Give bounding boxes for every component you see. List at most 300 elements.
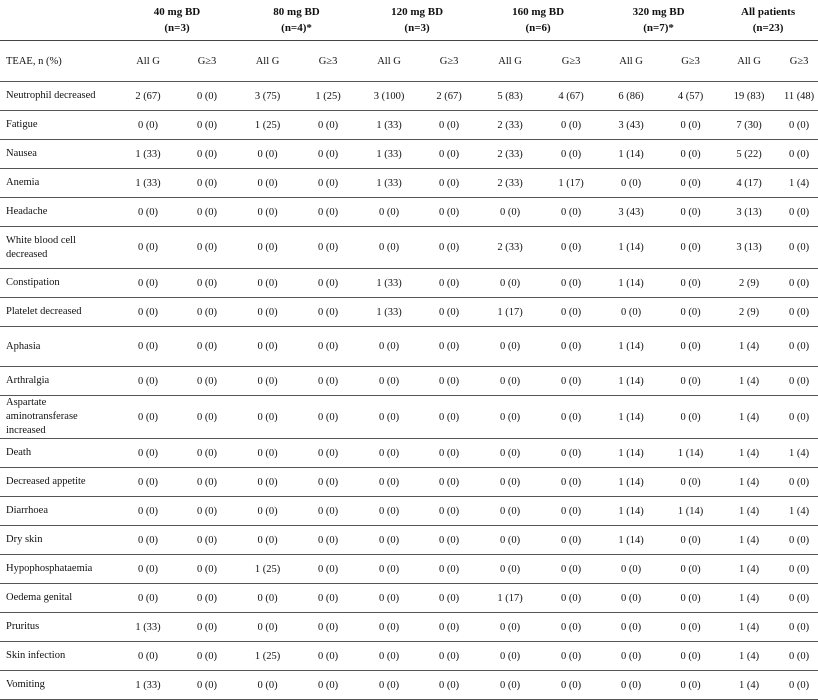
grade3-cell: 0 (0) bbox=[421, 396, 477, 439]
all-grade-cell: 1 (4) bbox=[718, 642, 780, 671]
grade3-cell: 0 (0) bbox=[421, 468, 477, 497]
event-name: Skin infection bbox=[0, 642, 118, 671]
all-grade-header: All G bbox=[118, 41, 178, 82]
all-grade-cell: 1 (14) bbox=[599, 526, 663, 555]
all-grade-cell: 1 (33) bbox=[357, 169, 421, 198]
grade3-cell: 0 (0) bbox=[178, 396, 236, 439]
all-grade-cell: 3 (43) bbox=[599, 198, 663, 227]
all-grade-cell: 1 (33) bbox=[118, 169, 178, 198]
grade3-cell: 0 (0) bbox=[299, 497, 357, 526]
grade3-cell: 0 (0) bbox=[780, 526, 818, 555]
grade3-cell: 0 (0) bbox=[421, 198, 477, 227]
dose-n: (n=3) bbox=[164, 22, 190, 34]
grade3-cell: 0 (0) bbox=[543, 497, 599, 526]
all-grade-cell: 0 (0) bbox=[236, 526, 299, 555]
grade-subheader-row bbox=[0, 41, 818, 82]
all-grade-cell: 19 (83) bbox=[718, 82, 780, 111]
grade3-cell: 0 (0) bbox=[663, 642, 718, 671]
all-grade-cell: 1 (17) bbox=[477, 584, 543, 613]
all-grade-cell: 1 (4) bbox=[718, 468, 780, 497]
all-grade-cell: 0 (0) bbox=[236, 613, 299, 642]
all-grade-cell: 1 (14) bbox=[599, 439, 663, 468]
dose-group-header-row bbox=[0, 0, 818, 41]
dose-group-header bbox=[599, 0, 718, 41]
all-grade-cell: 5 (22) bbox=[718, 140, 780, 169]
all-grade-cell: 1 (14) bbox=[599, 269, 663, 298]
grade3-cell: 0 (0) bbox=[421, 269, 477, 298]
table-row bbox=[0, 584, 818, 613]
header-blank bbox=[0, 0, 118, 41]
dose-label: 320 mg BD bbox=[632, 6, 685, 18]
grade3-cell: 1 (4) bbox=[780, 497, 818, 526]
table-row bbox=[0, 468, 818, 497]
table-row bbox=[0, 198, 818, 227]
all-grade-cell: 0 (0) bbox=[118, 468, 178, 497]
grade3-cell: 0 (0) bbox=[780, 327, 818, 367]
dose-n: (n=6) bbox=[525, 22, 551, 34]
grade3-cell: 1 (25) bbox=[299, 82, 357, 111]
all-grade-cell: 0 (0) bbox=[236, 327, 299, 367]
grade3-cell: 0 (0) bbox=[663, 198, 718, 227]
grade3-cell: 0 (0) bbox=[543, 396, 599, 439]
all-grade-cell: 1 (33) bbox=[118, 613, 178, 642]
all-grade-cell: 0 (0) bbox=[477, 396, 543, 439]
grade3-cell: 0 (0) bbox=[780, 298, 818, 327]
grade3-cell: 0 (0) bbox=[421, 227, 477, 269]
event-name: Vomiting bbox=[0, 671, 118, 700]
grade3-header: G≥3 bbox=[299, 41, 357, 82]
all-grade-cell: 1 (4) bbox=[718, 497, 780, 526]
grade3-cell: 0 (0) bbox=[178, 642, 236, 671]
all-grade-cell: 0 (0) bbox=[357, 396, 421, 439]
grade3-cell: 0 (0) bbox=[299, 298, 357, 327]
grade3-cell: 0 (0) bbox=[663, 671, 718, 700]
grade3-cell: 0 (0) bbox=[178, 227, 236, 269]
all-grade-cell: 0 (0) bbox=[357, 367, 421, 396]
table-row bbox=[0, 367, 818, 396]
grade3-cell: 0 (0) bbox=[178, 555, 236, 584]
grade3-header: G≥3 bbox=[543, 41, 599, 82]
event-name: Headache bbox=[0, 198, 118, 227]
grade3-cell: 0 (0) bbox=[299, 327, 357, 367]
all-grade-cell: 0 (0) bbox=[477, 198, 543, 227]
all-grade-cell: 1 (4) bbox=[718, 367, 780, 396]
grade3-cell: 0 (0) bbox=[178, 269, 236, 298]
all-grade-cell: 1 (25) bbox=[236, 555, 299, 584]
table-row bbox=[0, 111, 818, 140]
all-grade-header: All G bbox=[599, 41, 663, 82]
grade3-cell: 0 (0) bbox=[543, 140, 599, 169]
all-grade-cell: 2 (33) bbox=[477, 111, 543, 140]
grade3-cell: 0 (0) bbox=[178, 367, 236, 396]
all-grade-cell: 0 (0) bbox=[236, 468, 299, 497]
all-grade-cell: 0 (0) bbox=[236, 298, 299, 327]
teae-body bbox=[0, 82, 818, 700]
grade3-cell: 0 (0) bbox=[780, 468, 818, 497]
grade3-cell: 0 (0) bbox=[421, 111, 477, 140]
grade3-cell: 0 (0) bbox=[299, 140, 357, 169]
dose-group-header bbox=[477, 0, 599, 41]
grade3-cell: 0 (0) bbox=[178, 584, 236, 613]
all-grade-cell: 0 (0) bbox=[599, 584, 663, 613]
table-row bbox=[0, 613, 818, 642]
all-grade-cell: 1 (33) bbox=[118, 140, 178, 169]
table-row bbox=[0, 298, 818, 327]
table-row bbox=[0, 269, 818, 298]
event-name: Fatigue bbox=[0, 111, 118, 140]
grade3-cell: 0 (0) bbox=[421, 439, 477, 468]
all-grade-cell: 1 (14) bbox=[599, 227, 663, 269]
all-grade-cell: 0 (0) bbox=[477, 439, 543, 468]
all-grade-cell: 0 (0) bbox=[357, 439, 421, 468]
grade3-cell: 0 (0) bbox=[543, 642, 599, 671]
all-grade-cell: 2 (9) bbox=[718, 269, 780, 298]
grade3-cell: 0 (0) bbox=[421, 642, 477, 671]
all-grade-header: All G bbox=[357, 41, 421, 82]
grade3-cell: 0 (0) bbox=[543, 327, 599, 367]
grade3-cell: 0 (0) bbox=[421, 298, 477, 327]
table-row bbox=[0, 497, 818, 526]
all-grade-cell: 1 (33) bbox=[357, 298, 421, 327]
dose-group-header bbox=[357, 0, 477, 41]
all-grade-header: All G bbox=[236, 41, 299, 82]
all-grade-cell: 0 (0) bbox=[118, 396, 178, 439]
all-grade-cell: 2 (33) bbox=[477, 227, 543, 269]
all-grade-cell: 1 (4) bbox=[718, 584, 780, 613]
event-name: Aphasia bbox=[0, 327, 118, 367]
all-grade-cell: 3 (43) bbox=[599, 111, 663, 140]
all-grade-cell: 0 (0) bbox=[599, 555, 663, 584]
grade3-cell: 0 (0) bbox=[663, 298, 718, 327]
all-grade-cell: 0 (0) bbox=[357, 497, 421, 526]
all-grade-cell: 1 (14) bbox=[599, 140, 663, 169]
all-grade-cell: 0 (0) bbox=[477, 642, 543, 671]
all-grade-cell: 3 (13) bbox=[718, 198, 780, 227]
grade3-cell: 0 (0) bbox=[780, 642, 818, 671]
table-row bbox=[0, 642, 818, 671]
all-grade-cell: 0 (0) bbox=[357, 198, 421, 227]
grade3-cell: 0 (0) bbox=[178, 298, 236, 327]
grade3-header: G≥3 bbox=[421, 41, 477, 82]
grade3-cell: 0 (0) bbox=[663, 555, 718, 584]
all-grade-cell: 3 (75) bbox=[236, 82, 299, 111]
all-grade-cell: 2 (33) bbox=[477, 169, 543, 198]
grade3-cell: 0 (0) bbox=[421, 169, 477, 198]
all-grade-cell: 1 (33) bbox=[357, 269, 421, 298]
table-row bbox=[0, 526, 818, 555]
grade3-cell: 0 (0) bbox=[780, 396, 818, 439]
event-name: Nausea bbox=[0, 140, 118, 169]
all-grade-cell: 0 (0) bbox=[118, 198, 178, 227]
grade3-cell: 0 (0) bbox=[299, 468, 357, 497]
dose-n: (n=7)* bbox=[643, 22, 674, 34]
all-grade-cell: 0 (0) bbox=[118, 526, 178, 555]
all-grade-cell: 0 (0) bbox=[357, 227, 421, 269]
all-grade-cell: 0 (0) bbox=[357, 468, 421, 497]
all-grade-cell: 0 (0) bbox=[118, 642, 178, 671]
all-grade-cell: 0 (0) bbox=[477, 269, 543, 298]
all-grade-header: All G bbox=[477, 41, 543, 82]
event-name: Platelet decreased bbox=[0, 298, 118, 327]
grade3-cell: 0 (0) bbox=[663, 269, 718, 298]
all-grade-cell: 1 (4) bbox=[718, 526, 780, 555]
grade3-cell: 0 (0) bbox=[178, 497, 236, 526]
dose-label: 80 mg BD bbox=[273, 6, 320, 18]
grade3-cell: 0 (0) bbox=[663, 468, 718, 497]
grade3-cell: 0 (0) bbox=[299, 642, 357, 671]
grade3-cell: 0 (0) bbox=[299, 526, 357, 555]
grade3-cell: 0 (0) bbox=[780, 584, 818, 613]
all-grade-cell: 0 (0) bbox=[477, 671, 543, 700]
all-grade-cell: 0 (0) bbox=[118, 227, 178, 269]
grade3-cell: 0 (0) bbox=[543, 269, 599, 298]
all-grade-cell: 0 (0) bbox=[357, 613, 421, 642]
all-grade-cell: 0 (0) bbox=[118, 327, 178, 367]
event-name: Constipation bbox=[0, 269, 118, 298]
grade3-cell: 0 (0) bbox=[178, 439, 236, 468]
grade3-cell: 0 (0) bbox=[421, 367, 477, 396]
event-name: Diarrhoea bbox=[0, 497, 118, 526]
all-grade-cell: 3 (13) bbox=[718, 227, 780, 269]
grade3-cell: 0 (0) bbox=[543, 439, 599, 468]
grade3-cell: 4 (57) bbox=[663, 82, 718, 111]
all-grade-cell: 0 (0) bbox=[236, 269, 299, 298]
grade3-cell: 0 (0) bbox=[543, 111, 599, 140]
grade3-cell: 0 (0) bbox=[299, 555, 357, 584]
table-row bbox=[0, 82, 818, 111]
dose-group-header bbox=[236, 0, 357, 41]
all-grade-cell: 0 (0) bbox=[599, 671, 663, 700]
all-grade-cell: 0 (0) bbox=[477, 526, 543, 555]
all-grade-cell: 0 (0) bbox=[236, 396, 299, 439]
all-grade-cell: 1 (4) bbox=[718, 327, 780, 367]
all-grade-cell: 1 (4) bbox=[718, 439, 780, 468]
all-grade-cell: 1 (14) bbox=[599, 396, 663, 439]
grade3-cell: 0 (0) bbox=[663, 140, 718, 169]
grade3-cell: 0 (0) bbox=[178, 111, 236, 140]
all-grade-cell: 2 (67) bbox=[118, 82, 178, 111]
dose-group-header bbox=[118, 0, 236, 41]
grade3-cell: 0 (0) bbox=[780, 140, 818, 169]
all-grade-cell: 0 (0) bbox=[236, 169, 299, 198]
grade3-cell: 0 (0) bbox=[663, 327, 718, 367]
all-grade-cell: 2 (9) bbox=[718, 298, 780, 327]
dose-label: All patients bbox=[741, 6, 796, 18]
grade3-cell: 1 (14) bbox=[663, 439, 718, 468]
all-grade-cell: 0 (0) bbox=[357, 526, 421, 555]
all-grade-cell: 2 (33) bbox=[477, 140, 543, 169]
table-row bbox=[0, 671, 818, 700]
all-grade-cell: 0 (0) bbox=[477, 367, 543, 396]
event-name: Pruritus bbox=[0, 613, 118, 642]
all-grade-cell: 1 (25) bbox=[236, 111, 299, 140]
grade3-cell: 0 (0) bbox=[780, 198, 818, 227]
grade3-cell: 1 (14) bbox=[663, 497, 718, 526]
grade3-cell: 0 (0) bbox=[543, 555, 599, 584]
all-grade-cell: 6 (86) bbox=[599, 82, 663, 111]
all-grade-cell: 0 (0) bbox=[477, 468, 543, 497]
all-grade-cell: 0 (0) bbox=[118, 269, 178, 298]
all-grade-cell: 1 (33) bbox=[357, 140, 421, 169]
grade3-cell: 0 (0) bbox=[663, 111, 718, 140]
all-grade-cell: 0 (0) bbox=[357, 642, 421, 671]
grade3-cell: 0 (0) bbox=[299, 269, 357, 298]
grade3-cell: 0 (0) bbox=[663, 367, 718, 396]
dose-n: (n=3) bbox=[404, 22, 430, 34]
event-name: Hypophosphataemia bbox=[0, 555, 118, 584]
grade3-cell: 0 (0) bbox=[421, 584, 477, 613]
all-grade-cell: 0 (0) bbox=[118, 497, 178, 526]
table-row bbox=[0, 169, 818, 198]
grade3-cell: 0 (0) bbox=[299, 367, 357, 396]
all-grade-cell: 0 (0) bbox=[599, 298, 663, 327]
grade3-cell: 0 (0) bbox=[299, 198, 357, 227]
grade3-cell: 0 (0) bbox=[543, 198, 599, 227]
grade3-cell: 0 (0) bbox=[421, 613, 477, 642]
grade3-cell: 0 (0) bbox=[299, 439, 357, 468]
grade3-cell: 2 (67) bbox=[421, 82, 477, 111]
all-grade-cell: 1 (33) bbox=[357, 111, 421, 140]
grade3-cell: 0 (0) bbox=[178, 327, 236, 367]
all-grade-cell: 0 (0) bbox=[236, 497, 299, 526]
grade3-cell: 0 (0) bbox=[178, 169, 236, 198]
all-grade-cell: 1 (4) bbox=[718, 613, 780, 642]
grade3-cell: 0 (0) bbox=[299, 111, 357, 140]
table-row bbox=[0, 227, 818, 269]
all-grade-cell: 0 (0) bbox=[477, 497, 543, 526]
grade3-header: G≥3 bbox=[780, 41, 818, 82]
grade3-cell: 0 (0) bbox=[543, 526, 599, 555]
all-grade-cell: 0 (0) bbox=[599, 169, 663, 198]
grade3-cell: 0 (0) bbox=[178, 198, 236, 227]
grade3-cell: 0 (0) bbox=[299, 396, 357, 439]
all-grade-cell: 1 (14) bbox=[599, 497, 663, 526]
grade3-cell: 0 (0) bbox=[663, 584, 718, 613]
table-row bbox=[0, 396, 818, 439]
all-grade-cell: 0 (0) bbox=[236, 439, 299, 468]
grade3-cell: 0 (0) bbox=[780, 269, 818, 298]
dose-label: 40 mg BD bbox=[153, 6, 201, 18]
grade3-cell: 0 (0) bbox=[780, 367, 818, 396]
all-grade-cell: 0 (0) bbox=[118, 298, 178, 327]
grade3-cell: 0 (0) bbox=[543, 468, 599, 497]
dose-label: 120 mg BD bbox=[391, 6, 444, 18]
all-grade-cell: 0 (0) bbox=[599, 613, 663, 642]
grade3-cell: 0 (0) bbox=[178, 140, 236, 169]
table-row bbox=[0, 140, 818, 169]
dose-label: 160 mg BD bbox=[512, 6, 565, 18]
grade3-cell: 0 (0) bbox=[421, 671, 477, 700]
dose-n: (n=23) bbox=[752, 22, 784, 34]
all-grade-cell: 0 (0) bbox=[357, 327, 421, 367]
all-grade-cell: 4 (17) bbox=[718, 169, 780, 198]
all-grade-header: All G bbox=[718, 41, 780, 82]
grade3-cell: 0 (0) bbox=[299, 613, 357, 642]
all-grade-cell: 3 (100) bbox=[357, 82, 421, 111]
all-grade-cell: 0 (0) bbox=[118, 584, 178, 613]
all-grade-cell: 0 (0) bbox=[118, 555, 178, 584]
row-label-header: TEAE, n (%) bbox=[0, 41, 118, 82]
grade3-header: G≥3 bbox=[178, 41, 236, 82]
all-grade-cell: 0 (0) bbox=[357, 555, 421, 584]
grade3-cell: 0 (0) bbox=[421, 327, 477, 367]
grade3-cell: 0 (0) bbox=[663, 227, 718, 269]
all-grade-cell: 0 (0) bbox=[118, 111, 178, 140]
all-grade-cell: 0 (0) bbox=[477, 327, 543, 367]
grade3-cell: 0 (0) bbox=[421, 497, 477, 526]
grade3-cell: 0 (0) bbox=[780, 671, 818, 700]
all-grade-cell: 1 (4) bbox=[718, 396, 780, 439]
event-name: Oedema genital bbox=[0, 584, 118, 613]
all-grade-cell: 0 (0) bbox=[118, 439, 178, 468]
all-grade-cell: 1 (33) bbox=[118, 671, 178, 700]
all-grade-cell: 0 (0) bbox=[357, 671, 421, 700]
grade3-cell: 11 (48) bbox=[780, 82, 818, 111]
grade3-header: G≥3 bbox=[663, 41, 718, 82]
all-grade-cell: 1 (14) bbox=[599, 468, 663, 497]
grade3-cell: 0 (0) bbox=[421, 555, 477, 584]
all-grade-cell: 0 (0) bbox=[357, 584, 421, 613]
grade3-cell: 0 (0) bbox=[178, 468, 236, 497]
all-grade-cell: 0 (0) bbox=[236, 140, 299, 169]
grade3-cell: 0 (0) bbox=[663, 169, 718, 198]
grade3-cell: 0 (0) bbox=[663, 396, 718, 439]
grade3-cell: 0 (0) bbox=[543, 613, 599, 642]
all-grade-cell: 1 (25) bbox=[236, 642, 299, 671]
grade3-cell: 1 (4) bbox=[780, 169, 818, 198]
grade3-cell: 0 (0) bbox=[663, 613, 718, 642]
grade3-cell: 0 (0) bbox=[299, 169, 357, 198]
grade3-cell: 0 (0) bbox=[421, 140, 477, 169]
grade3-cell: 1 (17) bbox=[543, 169, 599, 198]
grade3-cell: 0 (0) bbox=[543, 227, 599, 269]
event-name: Arthralgia bbox=[0, 367, 118, 396]
grade3-cell: 0 (0) bbox=[178, 613, 236, 642]
all-grade-cell: 1 (4) bbox=[718, 671, 780, 700]
event-name: White blood cell decreased bbox=[0, 227, 118, 269]
event-name: Death bbox=[0, 439, 118, 468]
all-grade-cell: 1 (14) bbox=[599, 327, 663, 367]
grade3-cell: 0 (0) bbox=[178, 82, 236, 111]
grade3-cell: 0 (0) bbox=[299, 227, 357, 269]
grade3-cell: 4 (67) bbox=[543, 82, 599, 111]
all-grade-cell: 0 (0) bbox=[236, 584, 299, 613]
grade3-cell: 0 (0) bbox=[543, 298, 599, 327]
grade3-cell: 0 (0) bbox=[780, 613, 818, 642]
all-grade-cell: 5 (83) bbox=[477, 82, 543, 111]
event-name: Aspartate aminotransferase increased bbox=[0, 396, 118, 439]
all-grade-cell: 0 (0) bbox=[477, 613, 543, 642]
all-grade-cell: 1 (14) bbox=[599, 367, 663, 396]
all-grade-cell: 0 (0) bbox=[118, 367, 178, 396]
grade3-cell: 1 (4) bbox=[780, 439, 818, 468]
dose-n: (n=4)* bbox=[281, 22, 312, 34]
grade3-cell: 0 (0) bbox=[178, 671, 236, 700]
all-grade-cell: 0 (0) bbox=[477, 555, 543, 584]
dose-group-header bbox=[718, 0, 818, 41]
all-grade-cell: 1 (17) bbox=[477, 298, 543, 327]
grade3-cell: 0 (0) bbox=[299, 584, 357, 613]
table-row bbox=[0, 439, 818, 468]
all-grade-cell: 1 (4) bbox=[718, 555, 780, 584]
event-name: Decreased appetite bbox=[0, 468, 118, 497]
event-name: Neutrophil decreased bbox=[0, 82, 118, 111]
all-grade-cell: 0 (0) bbox=[236, 198, 299, 227]
table-row bbox=[0, 327, 818, 367]
grade3-cell: 0 (0) bbox=[299, 671, 357, 700]
grade3-cell: 0 (0) bbox=[543, 671, 599, 700]
grade3-cell: 0 (0) bbox=[780, 111, 818, 140]
